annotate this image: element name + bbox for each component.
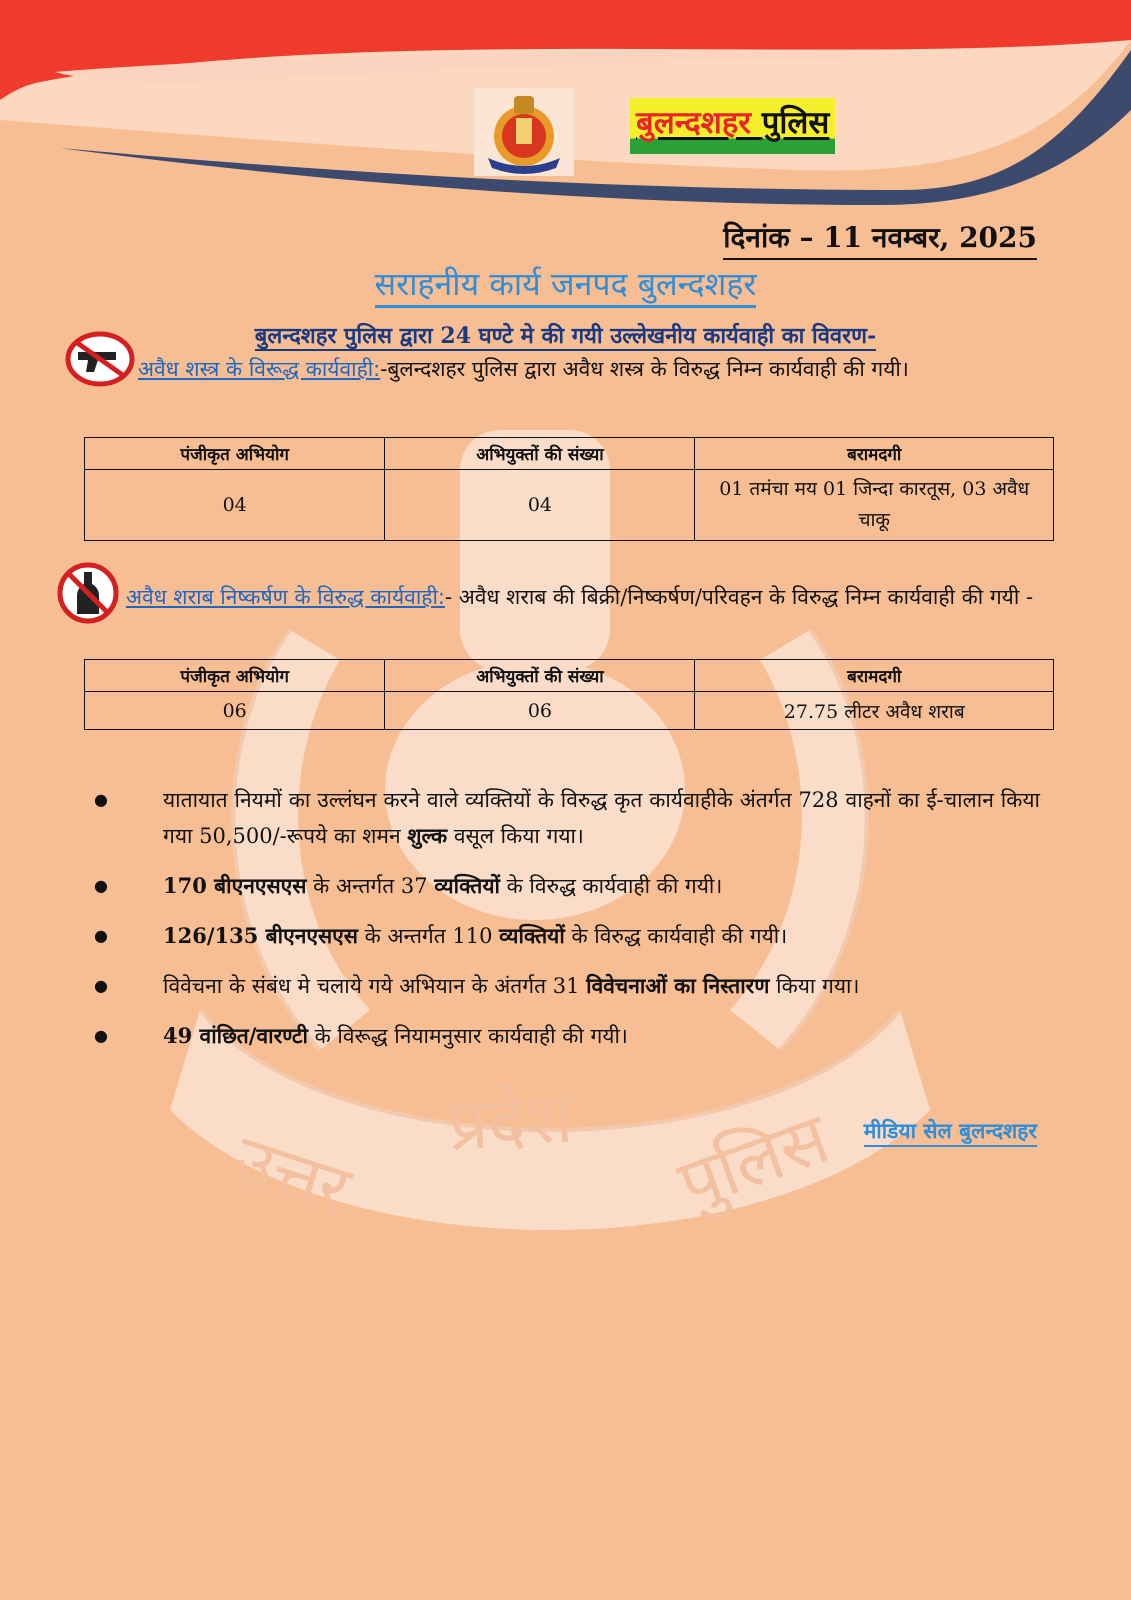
list-item: ● 170 बीएनएसएस के अन्तर्गत 37 व्यक्तियों के विरुद्ध कार्यवाही की गयी। (88, 868, 1040, 904)
up-police-emblem-icon (474, 88, 574, 176)
table-header: अभियुक्तों की संख्या (385, 438, 695, 470)
list-item: ● विवेचना के संबंध मे चलाये गये अभियान के अंतर्गत 31 विवेचनाओं का निस्तारण किया गया। (88, 968, 1040, 1004)
table-cell: 04 (85, 470, 385, 541)
arms-text: -बुलन्दशहर पुलिस द्वारा अवैध शस्त्र के विरुद्ध निम्न कार्यवाही की गयी। (380, 357, 909, 381)
table-header: बरामदगी (695, 660, 1054, 692)
liquor-text: - अवैध शराब की बिक्री/निष्कर्षण/परिवहन के विरुद्ध निम्न कार्यवाही की गयी - (444, 585, 1034, 609)
arms-heading: अवैध शस्त्र के विरूद्ध कार्यवाही: (138, 357, 381, 381)
table-header: अभियुक्तों की संख्या (385, 660, 695, 692)
page-subtitle-text: बुलन्दशहर पुलिस द्वारा 24 घण्टे मे की गयी उल्लेखनीय कार्यवाही का विवरण- (254, 323, 877, 349)
list-item: ● 49 वांछित/वारण्टी के विरूद्ध नियामनुसार कार्यवाही की गयी। (88, 1018, 1040, 1054)
table-header: बरामदगी (695, 438, 1054, 470)
liquor-section-text (88, 578, 1040, 616)
brand-part1: बुलन्दशहर (636, 105, 751, 141)
page-subtitle (0, 320, 1131, 350)
table-header-row (85, 660, 1054, 692)
action-list (88, 782, 1040, 1068)
table-cell: 04 (385, 470, 695, 541)
table-cell: 06 (85, 692, 385, 730)
svg-text:उत्तर: उत्तर (224, 1118, 360, 1232)
liquor-heading: अवैध शराब निष्कर्षण के विरुद्ध कार्यवाही: (126, 585, 445, 609)
arms-table (84, 437, 1054, 541)
brand-title (630, 98, 835, 154)
table-cell: 01 तमंचा मय 01 जिन्दा कारतूस, 03 अवैध चाकू (695, 470, 1054, 541)
date-line: दिनांक – 11 नवम्बर, 2025 (723, 218, 1037, 260)
arms-section-text (88, 350, 1040, 388)
table-cell: 06 (385, 692, 695, 730)
table-header: पंजीकृत अभियोग (85, 660, 385, 692)
list-item: ● 126/135 बीएनएसएस के अन्तर्गत 110 व्यक्तियों के विरुद्ध कार्यवाही की गयी। (88, 918, 1040, 954)
liquor-table (84, 659, 1054, 730)
page-title (0, 262, 1131, 305)
footer-signature: मीडिया सेल बुलन्दशहर (864, 1117, 1037, 1147)
page-title-text: सराहनीय कार्य जनपद बुलन्दशहर (375, 265, 757, 308)
svg-text:प्रदेश: प्रदेश (445, 1076, 576, 1167)
table-row (85, 692, 1054, 730)
table-header-row (85, 438, 1054, 470)
table-header: पंजीकृत अभियोग (85, 438, 385, 470)
list-item: ● यातायात नियमों का उल्लंघन करने वाले व्यक्तियों के विरुद्ध कृत कार्यवाहीके अंतर्गत 728 वाहनों का ई-चालान किया गया 50,500/-रूपये का शमन शुल्क वसूल किया गया। (88, 782, 1040, 854)
table-cell: 27.75 लीटर अवैध शराब (695, 692, 1054, 730)
table-row (85, 470, 1054, 541)
svg-text:पुलिस: पुलिस (667, 1096, 840, 1226)
brand-part2: पुलिस (761, 105, 830, 141)
